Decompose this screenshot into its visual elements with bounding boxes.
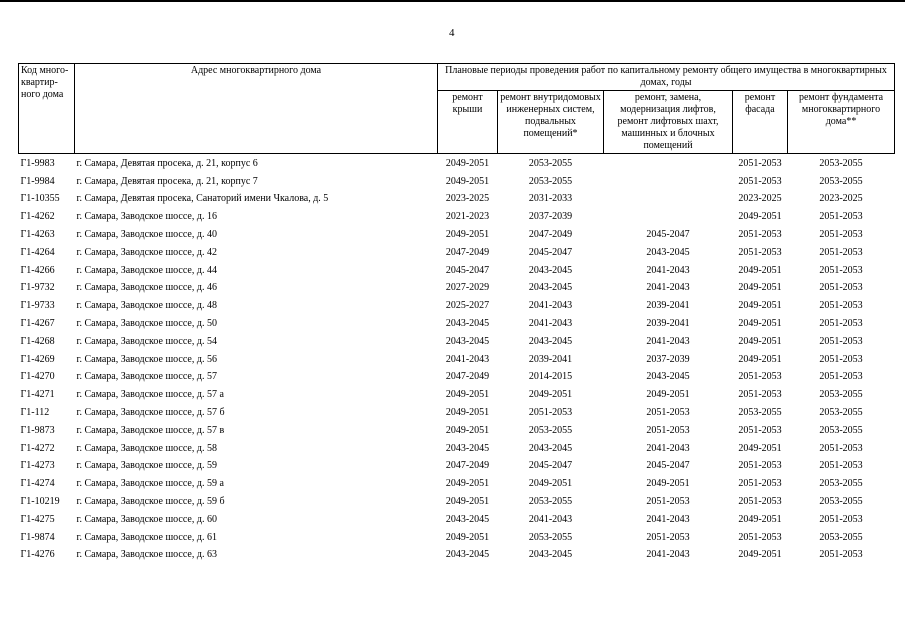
cell-elevators: 2051-2053 bbox=[646, 496, 690, 508]
cell-engineering: 2053-2055 bbox=[528, 175, 573, 187]
cell-address: г. Самара, Заводское шоссе, д. 57 б bbox=[76, 407, 225, 419]
cell-foundation: 2051-2053 bbox=[819, 318, 863, 330]
cell-code: Г1-4264 bbox=[20, 246, 55, 258]
cell-roof: 2049-2051 bbox=[445, 389, 490, 401]
cell-facade: 2051-2053 bbox=[738, 496, 782, 508]
cell-elevators: 2043-2045 bbox=[646, 246, 690, 258]
cell-code: Г1-112 bbox=[20, 407, 50, 419]
cell-facade: 2049-2051 bbox=[738, 300, 782, 312]
cell-engineering: 2045-2047 bbox=[528, 246, 573, 258]
table-row bbox=[19, 458, 895, 476]
table-row bbox=[19, 262, 895, 280]
cell-facade: 2049-2051 bbox=[738, 513, 782, 525]
table-row bbox=[19, 351, 895, 369]
cell-roof: 2043-2045 bbox=[445, 318, 490, 330]
table-row bbox=[19, 226, 895, 244]
cell-facade: 2053-2055 bbox=[738, 407, 782, 419]
cell-roof: 2049-2051 bbox=[445, 229, 490, 241]
header-facade: ремонт фасада bbox=[733, 91, 788, 154]
header-address: Адрес многоквартирного дома bbox=[75, 64, 438, 154]
page-number: 4 bbox=[449, 27, 455, 39]
cell-facade: 2049-2051 bbox=[738, 353, 782, 365]
cell-elevators: 2037-2039 bbox=[646, 353, 690, 365]
cell-address: г. Самара, Заводское шоссе, д. 40 bbox=[76, 229, 217, 241]
header-foundation: ремонт фундамента многоквартирного дома** bbox=[788, 91, 895, 154]
cell-code: Г1-9984 bbox=[20, 175, 55, 187]
cell-facade: 2051-2053 bbox=[738, 389, 782, 401]
cell-roof: 2047-2049 bbox=[445, 460, 490, 472]
cell-engineering: 2047-2049 bbox=[528, 229, 573, 241]
table-row bbox=[19, 369, 895, 387]
cell-foundation: 2053-2055 bbox=[819, 157, 863, 169]
cell-roof: 2049-2051 bbox=[445, 496, 490, 508]
cell-elevators bbox=[604, 191, 733, 209]
cell-elevators: 2051-2053 bbox=[646, 407, 690, 419]
table-row bbox=[19, 529, 895, 547]
table-row bbox=[19, 422, 895, 440]
cell-address: г. Самара, Девятая просека, д. 21, корпус 6 bbox=[76, 157, 258, 169]
cell-elevators: 2051-2053 bbox=[646, 531, 690, 543]
cell-elevators bbox=[604, 154, 733, 173]
cell-roof: 2043-2045 bbox=[445, 549, 490, 561]
cell-engineering: 2051-2053 bbox=[528, 407, 573, 419]
cell-engineering: 2053-2055 bbox=[528, 424, 573, 436]
repair-schedule-table bbox=[18, 63, 895, 564]
cell-address: г. Самара, Заводское шоссе, д. 59 б bbox=[76, 496, 225, 508]
cell-foundation: 2051-2053 bbox=[819, 460, 863, 472]
table-row bbox=[19, 315, 895, 333]
cell-engineering: 2031-2033 bbox=[528, 193, 573, 205]
cell-engineering: 2043-2045 bbox=[528, 442, 573, 454]
cell-elevators: 2041-2043 bbox=[646, 513, 690, 525]
cell-code: Г1-4269 bbox=[20, 353, 55, 365]
cell-code: Г1-9732 bbox=[20, 282, 55, 294]
cell-facade: 2051-2053 bbox=[738, 478, 782, 490]
cell-engineering: 2049-2051 bbox=[528, 478, 573, 490]
cell-roof: 2045-2047 bbox=[445, 264, 490, 276]
table-row bbox=[19, 440, 895, 458]
cell-facade: 2051-2053 bbox=[738, 460, 782, 472]
cell-foundation: 2051-2053 bbox=[819, 442, 863, 454]
cell-address: г. Самара, Заводское шоссе, д. 54 bbox=[76, 335, 217, 347]
table-row bbox=[19, 208, 895, 226]
cell-foundation: 2051-2053 bbox=[819, 513, 863, 525]
cell-code: Г1-10355 bbox=[20, 193, 60, 205]
cell-roof: 2043-2045 bbox=[445, 335, 490, 347]
cell-address: г. Самара, Заводское шоссе, д. 57 в bbox=[76, 424, 225, 436]
cell-address: г. Самара, Заводское шоссе, д. 48 bbox=[76, 300, 217, 312]
cell-elevators bbox=[604, 208, 733, 226]
cell-address: г. Самара, Заводское шоссе, д. 16 bbox=[76, 211, 217, 223]
cell-roof: 2049-2051 bbox=[445, 531, 490, 543]
cell-elevators: 2041-2043 bbox=[646, 264, 690, 276]
cell-code: Г1-10219 bbox=[20, 496, 60, 508]
cell-facade: 2051-2053 bbox=[738, 175, 782, 187]
cell-code: Г1-9733 bbox=[20, 300, 55, 312]
cell-engineering: 2053-2055 bbox=[528, 157, 573, 169]
cell-address: г. Самара, Заводское шоссе, д. 60 bbox=[76, 513, 217, 525]
cell-code: Г1-4267 bbox=[20, 318, 55, 330]
cell-elevators: 2041-2043 bbox=[646, 442, 690, 454]
cell-elevators: 2045-2047 bbox=[646, 229, 690, 241]
cell-address: г. Самара, Заводское шоссе, д. 44 bbox=[76, 264, 217, 276]
cell-elevators: 2045-2047 bbox=[646, 460, 690, 472]
cell-address: г. Самара, Заводское шоссе, д. 42 bbox=[76, 246, 217, 258]
table-row bbox=[19, 475, 895, 493]
cell-facade: 2049-2051 bbox=[738, 335, 782, 347]
cell-code: Г1-9983 bbox=[20, 157, 55, 169]
page-top-border bbox=[0, 0, 905, 2]
table-row bbox=[19, 386, 895, 404]
cell-elevators: 2049-2051 bbox=[646, 478, 690, 490]
cell-engineering: 2014-2015 bbox=[528, 371, 573, 383]
cell-foundation: 2053-2055 bbox=[819, 531, 863, 543]
cell-engineering: 2041-2043 bbox=[528, 513, 573, 525]
cell-roof: 2049-2051 bbox=[445, 407, 490, 419]
cell-engineering: 2045-2047 bbox=[528, 460, 573, 472]
cell-code: Г1-4272 bbox=[20, 442, 55, 454]
table-row bbox=[19, 297, 895, 315]
cell-roof: 2021-2023 bbox=[445, 211, 490, 223]
cell-engineering: 2043-2045 bbox=[528, 335, 573, 347]
cell-foundation: 2051-2053 bbox=[819, 335, 863, 347]
cell-facade: 2049-2051 bbox=[738, 442, 782, 454]
table-row bbox=[19, 404, 895, 422]
cell-facade: 2049-2051 bbox=[738, 264, 782, 276]
cell-code: Г1-4270 bbox=[20, 371, 55, 383]
cell-foundation: 2053-2055 bbox=[819, 496, 863, 508]
cell-facade: 2023-2025 bbox=[738, 193, 782, 205]
cell-code: Г1-4271 bbox=[20, 389, 55, 401]
cell-address: г. Самара, Заводское шоссе, д. 57 а bbox=[76, 389, 224, 401]
cell-code: Г1-4274 bbox=[20, 478, 55, 490]
cell-address: г. Самара, Заводское шоссе, д. 50 bbox=[76, 318, 217, 330]
cell-roof: 2047-2049 bbox=[445, 371, 490, 383]
cell-facade: 2051-2053 bbox=[738, 424, 782, 436]
cell-code: Г1-4262 bbox=[20, 211, 55, 223]
cell-foundation: 2051-2053 bbox=[819, 246, 863, 258]
table-row bbox=[19, 154, 895, 173]
cell-foundation: 2053-2055 bbox=[819, 389, 863, 401]
table-row bbox=[19, 173, 895, 191]
cell-engineering: 2041-2043 bbox=[528, 318, 573, 330]
table-row bbox=[19, 191, 895, 209]
cell-roof: 2049-2051 bbox=[445, 424, 490, 436]
cell-roof: 2025-2027 bbox=[445, 300, 490, 312]
table-row bbox=[19, 280, 895, 298]
cell-code: Г1-4273 bbox=[20, 460, 55, 472]
cell-engineering: 2041-2043 bbox=[528, 300, 573, 312]
cell-foundation: 2051-2053 bbox=[819, 371, 863, 383]
cell-foundation: 2053-2055 bbox=[819, 407, 863, 419]
cell-elevators: 2041-2043 bbox=[646, 549, 690, 561]
cell-code: Г1-4268 bbox=[20, 335, 55, 347]
cell-engineering: 2053-2055 bbox=[528, 496, 573, 508]
cell-engineering: 2043-2045 bbox=[528, 264, 573, 276]
cell-code: Г1-4276 bbox=[20, 549, 55, 561]
cell-address: г. Самара, Заводское шоссе, д. 57 bbox=[76, 371, 217, 383]
cell-roof: 2043-2045 bbox=[445, 513, 490, 525]
cell-elevators: 2049-2051 bbox=[646, 389, 690, 401]
cell-facade: 2049-2051 bbox=[738, 318, 782, 330]
cell-elevators bbox=[604, 173, 733, 191]
cell-code: Г1-4263 bbox=[20, 229, 55, 241]
cell-facade: 2051-2053 bbox=[738, 246, 782, 258]
header-roof: ремонт крыши bbox=[438, 91, 498, 154]
cell-foundation: 2023-2025 bbox=[819, 193, 863, 205]
cell-foundation: 2051-2053 bbox=[819, 353, 863, 365]
cell-facade: 2049-2051 bbox=[738, 549, 782, 561]
cell-facade: 2049-2051 bbox=[738, 282, 782, 294]
table-row bbox=[19, 547, 895, 565]
cell-address: г. Самара, Заводское шоссе, д. 58 bbox=[76, 442, 217, 454]
cell-address: г. Самара, Заводское шоссе, д. 59 а bbox=[76, 478, 224, 490]
cell-facade: 2049-2051 bbox=[738, 211, 782, 223]
cell-code: Г1-4275 bbox=[20, 513, 55, 525]
cell-address: г. Самара, Девятая просека, Санаторий имени Чкалова, д. 5 bbox=[76, 193, 329, 205]
cell-elevators: 2041-2043 bbox=[646, 282, 690, 294]
cell-foundation: 2053-2055 bbox=[819, 424, 863, 436]
table-row bbox=[19, 244, 895, 262]
cell-facade: 2051-2053 bbox=[738, 229, 782, 241]
cell-engineering: 2037-2039 bbox=[528, 211, 573, 223]
cell-foundation: 2053-2055 bbox=[819, 478, 863, 490]
cell-roof: 2023-2025 bbox=[445, 193, 490, 205]
cell-code: Г1-9873 bbox=[20, 424, 55, 436]
cell-elevators: 2039-2041 bbox=[646, 300, 690, 312]
cell-foundation: 2051-2053 bbox=[819, 211, 863, 223]
cell-address: г. Самара, Заводское шоссе, д. 56 bbox=[76, 353, 217, 365]
cell-address: г. Самара, Заводское шоссе, д. 63 bbox=[76, 549, 217, 561]
cell-facade: 2051-2053 bbox=[738, 157, 782, 169]
cell-elevators: 2041-2043 bbox=[646, 335, 690, 347]
cell-engineering: 2049-2051 bbox=[528, 389, 573, 401]
cell-address: г. Самара, Девятая просека, д. 21, корпус 7 bbox=[76, 175, 258, 187]
cell-address: г. Самара, Заводское шоссе, д. 61 bbox=[76, 531, 217, 543]
cell-roof: 2027-2029 bbox=[445, 282, 490, 294]
cell-engineering: 2053-2055 bbox=[528, 531, 573, 543]
cell-roof: 2041-2043 bbox=[445, 353, 490, 365]
cell-elevators: 2051-2053 bbox=[646, 424, 690, 436]
table-body bbox=[19, 154, 895, 565]
cell-engineering: 2043-2045 bbox=[528, 549, 573, 561]
table-row bbox=[19, 511, 895, 529]
cell-roof: 2047-2049 bbox=[445, 246, 490, 258]
header-code: Код много-квартир-ного дома bbox=[19, 64, 75, 154]
table-row bbox=[19, 493, 895, 511]
cell-address: г. Самара, Заводское шоссе, д. 59 bbox=[76, 460, 217, 472]
cell-foundation: 2051-2053 bbox=[819, 549, 863, 561]
cell-roof: 2049-2051 bbox=[445, 175, 490, 187]
cell-roof: 2049-2051 bbox=[445, 478, 490, 490]
cell-facade: 2051-2053 bbox=[738, 371, 782, 383]
cell-foundation: 2051-2053 bbox=[819, 300, 863, 312]
cell-engineering: 2043-2045 bbox=[528, 282, 573, 294]
cell-code: Г1-9874 bbox=[20, 531, 55, 543]
header-elevators: ремонт, замена, модернизация лифтов, ремонт лифтовых шахт, машинных и блочных помещений bbox=[604, 91, 733, 154]
cell-foundation: 2051-2053 bbox=[819, 264, 863, 276]
cell-address: г. Самара, Заводское шоссе, д. 46 bbox=[76, 282, 217, 294]
header-engineering: ремонт внутридомовых инженерных систем, подвальных помещений* bbox=[498, 91, 604, 154]
cell-foundation: 2051-2053 bbox=[819, 229, 863, 241]
cell-code: Г1-4266 bbox=[20, 264, 55, 276]
table-row bbox=[19, 333, 895, 351]
cell-foundation: 2051-2053 bbox=[819, 282, 863, 294]
cell-engineering: 2039-2041 bbox=[528, 353, 573, 365]
cell-elevators: 2039-2041 bbox=[646, 318, 690, 330]
cell-roof: 2049-2051 bbox=[445, 157, 490, 169]
cell-roof: 2043-2045 bbox=[445, 442, 490, 454]
cell-facade: 2051-2053 bbox=[738, 531, 782, 543]
cell-elevators: 2043-2045 bbox=[646, 371, 690, 383]
cell-foundation: 2053-2055 bbox=[819, 175, 863, 187]
header-periods: Плановые периоды проведения работ по капитальному ремонту общего имущества в многоквартирных домах, годы bbox=[438, 64, 895, 91]
